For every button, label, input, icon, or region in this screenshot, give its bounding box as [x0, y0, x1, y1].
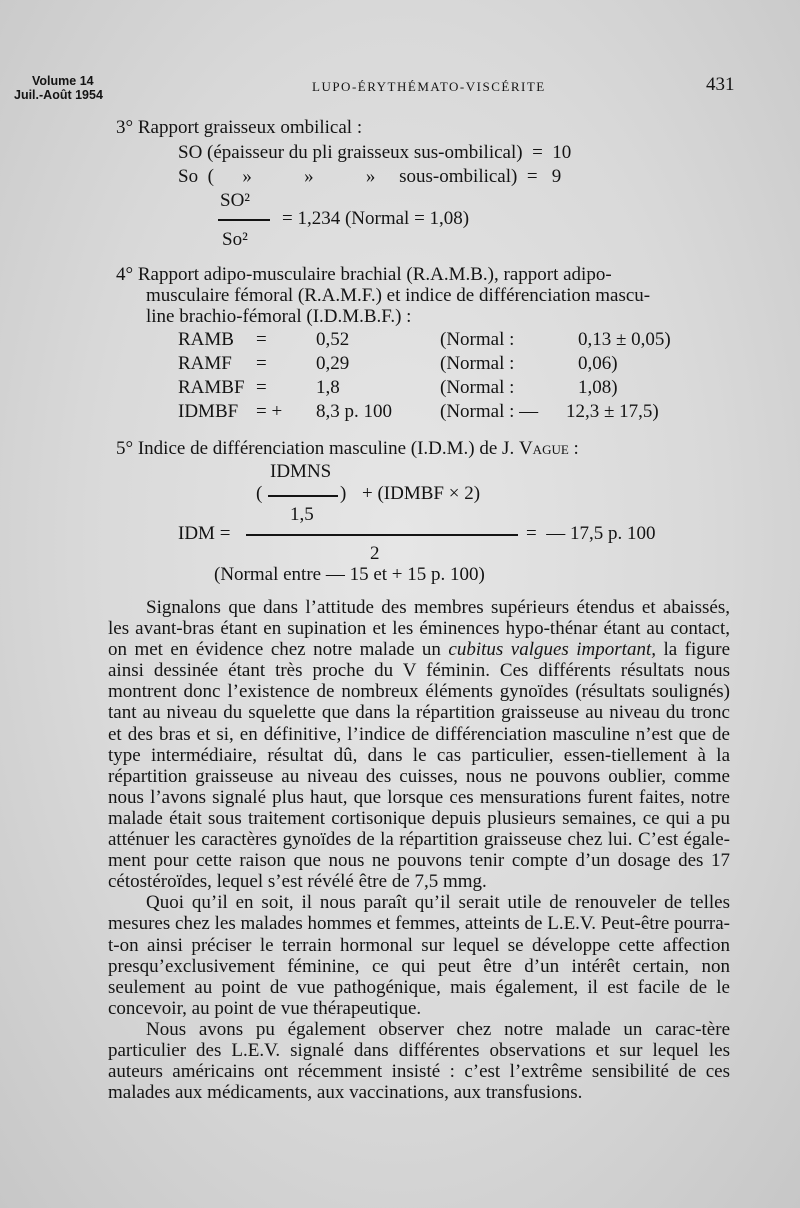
- row-normal-value: 0,06): [578, 353, 618, 374]
- row-normal-value: 12,3 ± 17,5): [566, 401, 659, 422]
- row-op: =: [256, 377, 267, 398]
- idm-outer-denominator: 2: [370, 543, 380, 564]
- idm-result: = — 17,5 p. 100: [526, 523, 656, 544]
- idm-paren-close: ): [340, 483, 347, 504]
- row-value: 0,52: [316, 329, 350, 350]
- row-normal-value: 0,13 ± 0,05): [578, 329, 671, 350]
- row-value: 8,3 p. 100: [316, 401, 392, 422]
- idm-inner-denominator: 1,5: [290, 504, 314, 525]
- row-op: = +: [256, 401, 283, 422]
- section4-line2: musculaire fémoral (R.A.M.F.) et indice de différenciation mascu-: [146, 285, 651, 306]
- idm-plus-term: + (IDMBF × 2): [362, 483, 481, 504]
- section3-title: 3° Rapport graisseux ombilical :: [116, 117, 363, 138]
- volume-info: [14, 74, 103, 102]
- idm-inner-numerator: IDMNS: [270, 461, 332, 482]
- row-value: 1,8: [316, 377, 340, 398]
- paragraph-text: la figure ainsi dessinée étant très proche du V féminin. Ces différents résultats nous montrent donc l’existence de nombreux éléments gynoïdes (résultats soulignés) tant au niveau du squelette que dans la répartition graisseuse au niveau du tronc et des bras et si, en définitive, l’indice de différenciation masculine n’est que de type intermédiaire, résultat dû, dans le cas particulier, essen-tiellement à la répartition graisseuse au niveau des cuisses, nous ne pouvons oublier, comme nous l’avons signalé plus haut, que lorsque ces mensurations furent faites, notre malade était sous traitement cortisonique depuis plusieurs semaines, ce qui a pu atténuer les caractères gynoïdes de la répartition graisseuse chez lui. C’est égale-ment pour cette raison que nous ne pouvons tenir compte d’un dosage des 17 cétostéroïdes, lequel s’est révélé être de 7,5 mmg.: [108, 639, 731, 893]
- row-normal: (Normal :: [440, 329, 515, 350]
- paragraph-text: Signalons que dans l’attitude des membres supérieurs étendus et abaissés, les avant-bras étant en supination et les éminences hypo-thénar étant au contact, on met en évidence chez notre malade un: [108, 597, 730, 661]
- section4-line1: 4° Rapport adipo-musculaire brachial (R.A.M.B.), rapport adipo-: [116, 264, 612, 285]
- row-name: RAMB: [178, 329, 234, 350]
- row-normal: (Normal :: [440, 353, 515, 374]
- section4-line3: line brachio-fémoral (I.D.M.B.F.) :: [146, 306, 412, 327]
- section5-title: [116, 438, 579, 460]
- emphasis-text: cubitus valgues important,: [448, 639, 656, 661]
- page-number: 431: [706, 74, 735, 95]
- section3-fraction-bar: [218, 219, 270, 221]
- section3-frac-numerator: SO²: [220, 190, 250, 211]
- idm-normal-range: (Normal entre — 15 et + 15 p. 100): [214, 564, 485, 585]
- row-name: RAMF: [178, 353, 232, 374]
- section3-frac-denominator: So²: [222, 229, 248, 250]
- row-normal: (Normal :: [440, 377, 515, 398]
- section3-frac-value: = 1,234 (Normal = 1,08): [282, 208, 470, 229]
- row-name: IDMBF: [178, 401, 239, 422]
- row-op: =: [256, 329, 267, 350]
- issue-date: Juil.-Août 1954: [14, 88, 103, 102]
- paragraph: [108, 597, 730, 892]
- row-normal: (Normal : —: [440, 401, 539, 422]
- row-name: RAMBF: [178, 377, 245, 398]
- paragraph: Quoi qu’il en soit, il nous paraît qu’il serait utile de renouveler de telles mesures chez les malades hommes et femmes, atteints de L.E.V. Peut-être pourra-t-on ainsi préciser le terrain hormonal sur lequel se développe cette affection presqu’exclusivement féminine, ce qui peut être d’un intérêt certain, non seulement au point de vue pathogénique, mais également, il est facile de le concevoir, au point de vue thérapeutique.: [108, 892, 730, 1019]
- idm-inner-fraction-bar: [268, 495, 338, 497]
- section3-line-so-small: So ( » » » sous-ombilical) = 9: [178, 166, 562, 187]
- row-op: =: [256, 353, 267, 374]
- running-title: LUPO-ÉRYTHÉMATO-VISCÉRITE: [312, 79, 546, 94]
- row-normal-value: 1,08): [578, 377, 618, 398]
- row-value: 0,29: [316, 353, 350, 374]
- section5-title-colon: :: [568, 438, 579, 459]
- idm-label: IDM =: [178, 523, 231, 544]
- volume-label: Volume 14: [32, 74, 94, 88]
- idm-main-fraction-bar: [246, 534, 518, 536]
- paragraph: Nous avons pu également observer chez notre malade un carac-tère particulier des L.E.V. signalé dans différentes observations et sur lequel les auteurs américains ont récemment insisté : c’est l’extrême sensibilité de ces malades aux médicaments, aux vaccinations, aux transfusions.: [108, 1018, 730, 1104]
- section5-author: Vague: [518, 438, 569, 459]
- idm-paren-open: (: [256, 483, 263, 504]
- body-text: [108, 597, 730, 1103]
- section5-title-text: 5° Indice de différenciation masculine (I.D.M.) de J.: [116, 438, 519, 459]
- section3-line-so: SO (épaisseur du pli graisseux sus-ombilical) = 10: [178, 142, 572, 163]
